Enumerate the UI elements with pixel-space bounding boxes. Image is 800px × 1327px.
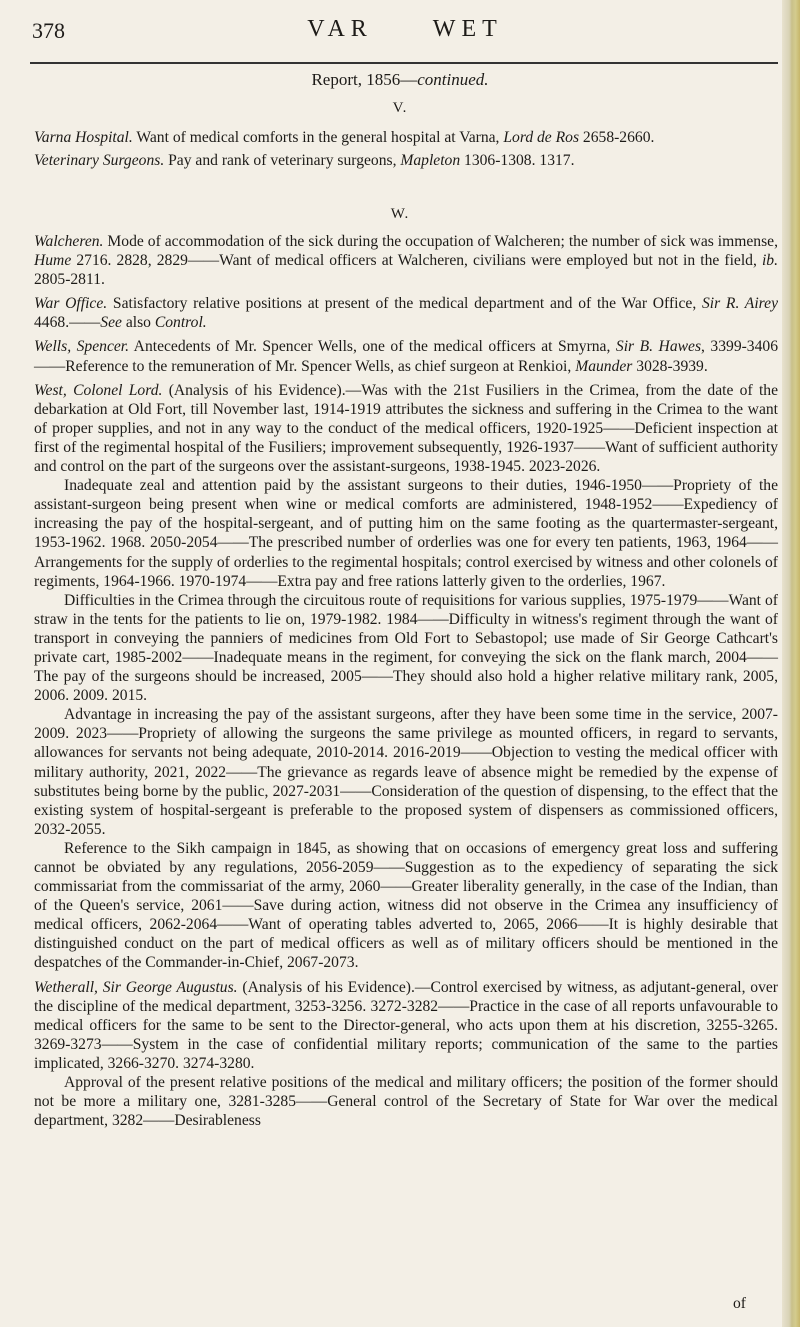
entry-text: Antecedents of Mr. Spencer Wells, one of the medical officers at Smyrna, xyxy=(129,338,616,356)
entry-walcheren xyxy=(34,232,778,289)
entry-term: Walcheren. xyxy=(34,233,104,250)
entry-term: Wells, Spencer. xyxy=(34,338,130,356)
entries-w xyxy=(34,232,778,1130)
entry-west-paragraph: Reference to the Sikh campaign in 1845, as showing that on occasions of emergency great loss and suffering cannot be obviated by any regulations, 2056-2059——Suggestion as to the expediency of separating the sick commissariat from the commissariat of the army, 2060——Greater liberality generally, in the case of the Indian, than of the Queen's service, 2061——Save during action, witness did not observe in the Crimea any insufficiency of medical officers, 2062-2064——Want of operating tables adverted to, 2065, 2066——It is highly desirable that distinguished conduct on the part of medical officers as well as of military officers should be mentioned in the despatches of the Commander-in-Chief, 2067-2073. xyxy=(34,839,778,972)
page-edge xyxy=(782,0,800,1327)
entry-witness: Hume xyxy=(34,252,72,270)
entry-refs: 2805-2811. xyxy=(34,271,105,289)
page-number: 378 xyxy=(32,18,65,43)
catchword: of xyxy=(733,1295,746,1312)
page-header xyxy=(30,6,780,50)
entry-witness: Maunder xyxy=(575,357,633,375)
entry-west-paragraph: Advantage in increasing the pay of the assistant surgeons, after they have been some time in the service, 2007-2009. 2023——Propriety of allowing the surgeons the same privilege as mounted officers, in regard to servants, allowances for servants not being adequate, 2010-2014. 2016-2019——Objection to vesting the medical officer with military authority, 2021, 2022——The grievance as regards leave of absence might be remedied by the expense of substitutes being borne by the public, 2027-2031——Consideration of the question of dispensing, to the effect that the existing system of hospital-sergeant is preferable to the proposed system of dispensers as commissioned officers, 2032-2055. xyxy=(34,706,778,838)
report-line xyxy=(0,70,800,90)
entry-text: , 3399-3406——Reference to the remuneration of Mr. Spencer Wells, as chief surgeon at Renkioi, xyxy=(34,338,778,375)
entry-witness: Lord de Ros xyxy=(503,129,580,146)
entry-witness: Sir B. Hawes xyxy=(615,338,702,356)
running-head-right: WET xyxy=(432,16,503,42)
entry-witness: Sir R. Airey xyxy=(701,295,778,313)
entry-term: West, Colonel Lord. xyxy=(34,381,163,399)
entry-ib: ib. xyxy=(761,252,778,270)
entry-refs: 1306-1308. 1317. xyxy=(460,152,575,170)
section-letter-v: V. xyxy=(392,100,408,116)
report-title: Report, 1856— xyxy=(311,70,418,89)
entry-text: 2716. 2828, 2829——Want of medical officers at Walcheren, civilians were employed but not in the field, xyxy=(71,252,762,270)
entry-text: Mode of accommodation of the sick during the occupation of Walcheren; the number of sick was immense, xyxy=(103,233,778,250)
entry-wetherall-paragraph: Approval of the present relative positions of the medical and military officers; the position of the former should not be more a military one, 3281-3285——General control of the Secretary of State for War over the medical department, 3282——Desirableness xyxy=(34,1074,778,1130)
entry-term: Varna Hospital. xyxy=(34,129,133,146)
entry-text: (Analysis of his Evidence).—Control exercised by witness, as adjutant-general, over the discipline of the medical department, 3253-3256. 3272-3282——Practice in the case of all reports unfavourable to medical officers for the same to be sent to the Director-general, who acts upon them at his discretion, 3255-3265. 3269-3273——System in the case of confidential military reports; communication of the same to the parties implicated, 3266-3270. 3274-3280. xyxy=(34,978,779,1072)
entry-cross-ref: Control. xyxy=(154,314,207,332)
entry-text: (Analysis of his Evidence).—Was with the 21st Fusiliers in the Crimea, from the date of the debarkation at Old Fort, till November last, 1914-1919 attributes the sickness and suffering in the Crimea to the want of proper supplies, and not in any way to the conduct of the medical officers, 1920-1925——Deficient inspection at first of the regimental hospital of the Fusiliers; improvement subsequently, 1926-1937——Want of sufficient authority and control on the part of the surgeons over the assistant-surgeons, 1938-1945. 2023-2026. xyxy=(34,381,779,476)
entry-war-office xyxy=(34,294,778,332)
entry-west-paragraph: Difficulties in the Crimea through the circuitous route of requisitions for various supplies, 1975-1979——Want of straw in the tents for the patients to lie on, 1979-1982. 1984——Difficulty in witness's regiment through the want of transport in conveying the panniers of medicines from Old Fort to Sebastopol; use made of Sir George Cathcart's private cart, 1985-2002——Inadequate means in the regiment, for conveying the sick on the flank march, 2004——The pay of the surgeons should be increased, 2005——They should also hold a higher relative military rank, 2005, 2006. 2009. 2015. xyxy=(34,591,778,705)
entry-text: Want of medical comforts in the general hospital at Varna, xyxy=(132,129,504,146)
entry-wetherall xyxy=(34,978,778,1073)
entry-text: also xyxy=(121,314,155,332)
entry-witness: Mapleton xyxy=(400,152,461,170)
entry-term: Veterinary Surgeons. xyxy=(34,152,165,170)
section-letter-w: W. xyxy=(390,206,410,222)
entry-refs: 3028-3939. xyxy=(632,357,708,375)
entry-text: Pay and rank of veterinary surgeons, xyxy=(164,152,401,170)
entry-text: 4468.—— xyxy=(34,314,101,332)
entry-see: See xyxy=(100,314,122,332)
entry-west-paragraph: Inadequate zeal and attention paid by the assistant surgeons to their duties, 1946-1950——Propriety of the assistant-surgeon being present when wine or medical comforts are administered, 1948-1952——Expediency of increasing the pay of the hospital-sergeant, and of putting him on the same footing as the quartermaster-sergeant, 1953-1962. 1968. 2050-2054——The prescribed number of orderlies was one for every ten patients, 1963, 1964——Arrangements for the supply of orderlies to the regimental hospitals; control exercised by witness and other colonels of regiments, 1964-1966. 1970-1974——Extra pay and free rations latterly given to the orderlies, 1967. xyxy=(34,477,778,590)
entry-refs: 2658-2660. xyxy=(579,129,655,146)
entry-text: Satisfactory relative positions at present of the medical department and of the War Office, xyxy=(107,295,702,313)
entry-varna-hospital xyxy=(34,128,778,147)
entries-v xyxy=(34,128,778,170)
running-head xyxy=(30,16,780,43)
entry-veterinary-surgeons xyxy=(34,151,778,170)
running-head-left: VAR xyxy=(307,16,373,42)
report-continued: continued. xyxy=(417,70,489,89)
entry-west-colonel-lord xyxy=(34,381,778,476)
entry-wells-spencer xyxy=(34,337,778,375)
header-rule xyxy=(30,62,778,64)
entry-term: Wetherall, Sir George Augustus. xyxy=(34,978,238,996)
entry-term: War Office. xyxy=(34,295,108,313)
